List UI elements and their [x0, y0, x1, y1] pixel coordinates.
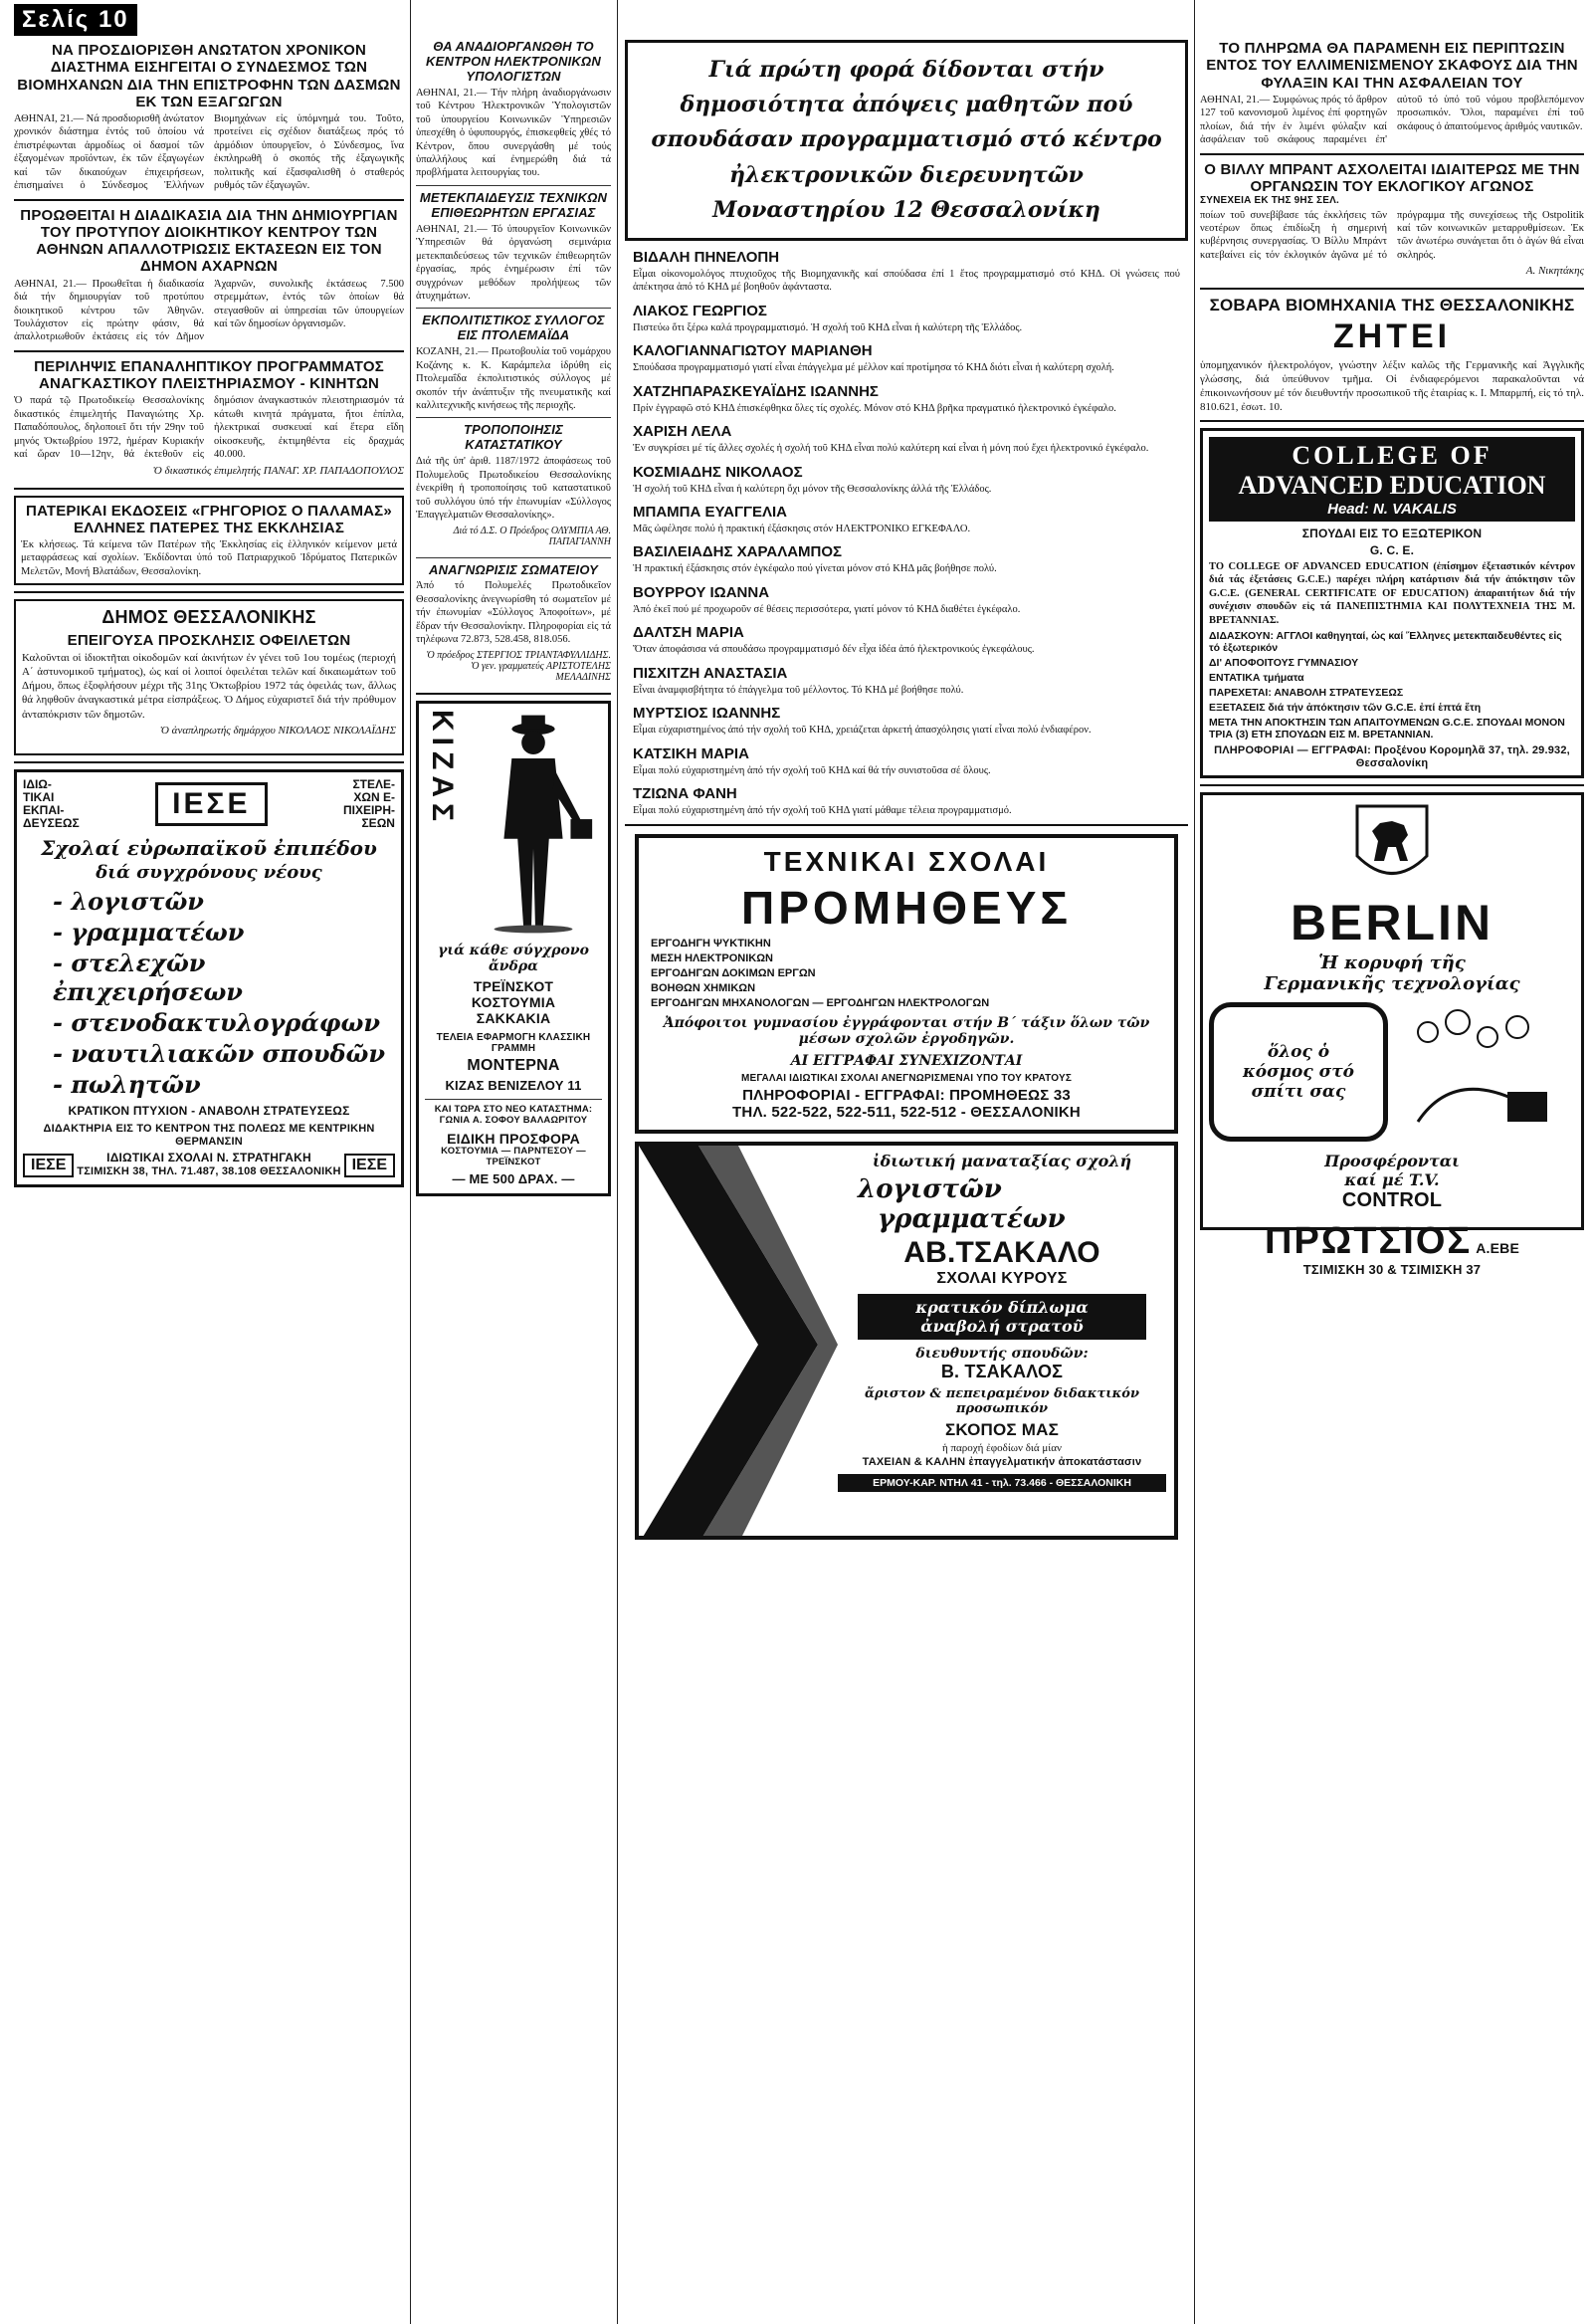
ad-kizas — [416, 701, 611, 1196]
article-subhead: ΣΥΝΕΧΕΙΑ ΕΚ ΤΗΣ 9ΗΣ ΣΕΛ. — [1200, 195, 1339, 206]
ad-footer: ΤΗΛ. 522-522, 522-511, 522-512 - ΘΕΣΣΑΛΟΝΙΚΗ — [732, 1104, 1081, 1122]
ad-badge: ἀναβολή στρατοῦ — [920, 1317, 1084, 1337]
article-body: ΚΟΖΑΝΗ, 21.— Πρωτοβουλία τοῦ νομάρχου Κοζάνης κ. Κ. Καράμπελα ἱδρύθη εἰς Πτολεμαΐδα ἐκπολιτιστικός σύλλογος μέ σκοπόν τήν ἀνάπτυξιν τῆς πνευματικῆς καί καλλιτεχνικῆς κινήσεως τῆς περιοχῆς. — [416, 346, 611, 411]
student-quote: Ἡ πρακτική ἐξάσκησις στόν ἐγκέφαλο πού γίνεται μόνον στό ΚΗΔ μᾶς βοήθησε πολύ. — [633, 563, 997, 575]
article-pateres — [14, 496, 404, 586]
dealer-name: ΠΡΩΤΣΙΟΣ — [1265, 1219, 1473, 1262]
testimonial — [633, 464, 1180, 496]
article-metekpaideusis — [416, 191, 611, 304]
berlin-bear-emblem-icon — [1352, 801, 1432, 891]
article-tropopoiisis — [416, 423, 611, 546]
student-name: ΒΙΔΑΛΗ ΠΗΝΕΛΟΠΗ — [633, 248, 780, 266]
article-biomichanoi — [14, 42, 404, 193]
testimonial — [633, 504, 1180, 535]
student-name: ΧΑΡΙΣΗ ΛΕΛΑ — [633, 423, 732, 441]
article-body: Ἀπό τό Πολυμελές Πρωτοδικεῖον Θεσσαλονίκης ἀνεγνωρίσθη τό σωματεῖον μέ τήν ἐπωνυμίαν «Σύλλογος Ἀποφοίτων», μέ ἕδραν τήν Θεσσαλονίκην. Πληροφορίαι εἰς τά τηλέφωνα 72.873, 528.458, 818.056. — [416, 580, 611, 646]
article-body: Ὁ παρά τῷ Πρωτοδικείῳ Θεσσαλονίκης δικαστικός ἐπιμελητής Παναγιώτης Χρ. Παπαδόπουλος, δηλοποιεῖ ὅτι τήν 29ην τοῦ μηνός Ὀκτωβρίου 1972, ἡμέραν Κυριακήν καί ὥραν 10—12ην, θά ἐκτεθοῦν εἰς δημόσιον ἀναγκαστικόν πλειστηριασμόν τά κάτωθι κινητά πράγματα, ἤτοι ἐπίπλα, ἠλεκτρικαί συσκευαί καί ἕτερα εἴδη οἰκοσκευῆς, ἐκτιμηθέντα εἰς δραχμάς 40.000. — [14, 395, 404, 461]
ad-director-name: Β. ΤΣΑΚΑΛΟΣ — [940, 1362, 1064, 1382]
ad-course: ΜΕΣΗ ΗΛΕΚΤΡΟΝΙΚΩΝ — [651, 951, 773, 964]
ad-school-name: ΑΒ.ΤΣΑΚΑΛΟ — [903, 1235, 1100, 1269]
ad-text: ΙΔΙΩ- — [23, 776, 52, 791]
student-name: ΚΟΣΜΙΑΔΗΣ ΝΙΚΟΛΑΟΣ — [633, 463, 803, 481]
ad-section: G. C. E. — [1369, 543, 1415, 557]
ad-college — [1200, 428, 1584, 778]
ad-school-name: ΠΡΟΜΗΘΕΥΣ — [741, 881, 1072, 934]
student-quote: Εἶμαι εὐχαριστημένος ἀπό τήν σχολή τοῦ ΚΗΔ, χρειάζεται ἀρκετή ἀπασχόλησις γιατί εἶναι πολύ ἐνδιαφέρον. — [633, 725, 1092, 737]
ad-text: ΠΙΧΕΙΡΗ- — [342, 803, 395, 818]
notice-body: Καλοῦνται οἱ ἰδιοκτῆται οἰκοδομῶν καί ἀκινήτων ἐν γένει τοῦ 1ου τομέως (περιοχή Α΄ ἀστυνομικοῦ τμήματος), ὡς καί οἱ λοιποί ὀφειλέται τελῶν καί δικαιωμάτων τοῦ Δήμου, ὅπως ἐξοφλήσουν μέχρι τῆς 31ης Ὀκτωβρίου 1972 τάς ὀφειλάς των, ἄλλως θά ληφθοῦν ἀναγκαστικά μέτρα εἰσπράξεως. Ὁ Δήμος εὐχαριστεῖ διά τήν πρόθυμον ἀνταπόκρισιν τῶν δημοτῶν. — [22, 652, 396, 721]
article-body: Ἐκ κλήσεως. Τά κείμενα τῶν Πατέρων τῆς Ἐκκλησίας εἰς ἑλληνικόν κείμενον μετά μεταφράσεως καί σχολίων. Ἐκδίδονται ὑπό τοῦ Πατριαρχικοῦ Ἱδρύματος Πατερικῶν Μελετῶν, Μονή Βλατάδων, Θεσσαλονίκη. — [21, 539, 397, 577]
student-name: ΔΑΛΤΣΗ ΜΑΡΙΑ — [633, 624, 744, 642]
testimonial — [633, 249, 1180, 295]
student-name: ΠΙΣΧΙΤΖΗ ΑΝΑΣΤΑΣΙΑ — [633, 664, 788, 682]
ad-text: ΧΩΝ Ε- — [353, 789, 395, 804]
ad-footer: ΠΛΗΡΟΦΟΡΙΑΙ - ΕΓΓΡΑΦΑΙ: ΠΡΟΜΗΘΕΩΣ 33 — [742, 1087, 1071, 1105]
student-name: ΚΑΤΣΙΚΗ ΜΑΡΙΑ — [633, 744, 749, 762]
student-quote: Εἶμαι πολύ εὐχαριστημένη ἀπό τήν σχολή τοῦ ΚΗΔ γιατί μάθαμε τέλεια προγραμματισμό. — [633, 805, 1012, 817]
ad-top-line: ἰδιωτική μαναταξίας σχολή — [872, 1151, 1132, 1170]
ad-industry-wanted — [1200, 296, 1584, 414]
testimonial — [633, 423, 1180, 455]
testimonial — [633, 383, 1180, 415]
student-name: ΤΖΙΩΝΑ ΦΑΝΗ — [633, 785, 737, 803]
ad-course: ΕΡΓΟΔΗΓΗ ΨΥΚΤΙΚΗΝ — [651, 937, 771, 950]
student-quote: Εἶμαι οἰκονομολόγος πτυχιοῦχος τῆς Βιομηχανικῆς καί σπούδασα ἐπί 1 ἔτος προγραμματισμό στό ΚΗΔ. Οἱ γνώσεις πού ἀπέκτησα ἀπό τό ΚΗΔ μέ βοηθοῦν ἀφάνταστα. — [633, 268, 1180, 294]
student-quote: Πρίν ἐγγραφῶ στό ΚΗΔ ἐπισκέφθηκα ὅλες τίς σχολές. Μόνον στό ΚΗΔ βρῆκα πραγματικό ἠλεκτρονικό ἐγκέφαλο. — [633, 402, 1116, 414]
student-name: ΒΟΥΡΡΟΥ ΙΩΑΝΝΑ — [633, 583, 770, 601]
student-quote: Ἀπό ἐκεῖ πού μέ προχωροῦν σέ θέσεις περισσότερα, γιατί μόνον τό ΚΗΔ διαθέτει ἐγκέφαλο. — [633, 603, 1021, 615]
student-name: ΚΑΛΟΓΙΑΝΝΑΓΙΩΤΟΥ ΜΑΡΙΑΝΘΗ — [633, 342, 873, 360]
iese-logo-small: ΙΕΣΕ — [23, 1154, 74, 1177]
ad-text: ΕΚΠΑΙ- — [23, 803, 65, 818]
ad-course-item: - στελεχῶν ἐπιχειρήσεων — [53, 949, 243, 1007]
student-quote: Ἐν συγκρίσει μέ τίς ἄλλες σχολές ἡ σχολή τοῦ ΚΗΔ εἶναι πολύ καλύτερη καί εἶναι ἡ μόνη πού ἔχει ἠλεκτρονικό ἐγκέφαλο. — [633, 443, 1149, 455]
article-body: ΑΘΗΝΑΙ, 21.— Συμφώνως πρός τό ἄρθρον 127 τοῦ κανονισμοῦ λιμένος ἐπί φορτηγῶν πλοίων, διά τήν ἐν λιμένι φύλαξιν καί ἀσφάλειαν τοῦ σκάφους παραμένει ἐπ' αὐτοῦ τό ὑπό τοῦ νόμου προβλεπόμενον προσωπικόν. Ὅλοι, παραμένει ἐπί τοῦ σκάφους ὁ ἀπαιτούμενος ἀριθμός ναυτικῶν. — [1200, 94, 1584, 146]
ad-address: ΕΡΜΟΥ-ΚΑΡ. ΝΤΗΛ 41 - τηλ. 73.466 - ΘΕΣΣΑΛΟΝΙΚΗ — [838, 1474, 1166, 1492]
ad-tsakalos — [635, 1142, 1178, 1540]
ad-footer: ΔΙΔΑΚΤΗΡΙΑ ΕΙΣ ΤΟ ΚΕΝΤΡΟΝ ΤΗΣ ΠΟΛΕΩΣ ΜΕ ΚΕΝΤΡΙΚΗΝ ΘΕΡΜΑΝΣΙΝ — [43, 1123, 375, 1148]
article-signature: Ὁ δικαστικός ἐπιμελητής ΠΑΝΑΓ. ΧΡ. ΠΑΠΑΔΟΠΟΥΛΟΣ — [152, 464, 404, 477]
article-title: ΕΚΠΟΛΙΤΙΣΤΙΚΟΣ ΣΥΛΛΟΓΟΣ ΕΙΣ ΠΤΟΛΕΜΑΪΔΑ — [422, 313, 605, 343]
ad-iese — [14, 769, 404, 1187]
notice-signature: Ὁ ἀναπληρωτής δημάρχου ΝΙΚΟΛΑΟΣ ΝΙΚΟΛΑΪΔΗΣ — [159, 724, 396, 737]
student-quote: Εἶμαι πολύ εὐχαριστημένη ἀπό τήν σχολή τοῦ ΚΗΔ καί θά τήν συνιστοῦσα σέ ὅλους. — [633, 764, 991, 776]
dealer-suffix: Α.ΕΒΕ — [1476, 1239, 1519, 1256]
ad-footer: ΙΔΙΩΤΙΚΑΙ ΣΧΟΛΑΙ Ν. ΣΤΡΑΤΗΓΑΚΗ — [106, 1151, 311, 1165]
column-4 — [1200, 40, 1584, 2324]
article-signature: Διά τό Δ.Σ. Ο Πρόεδρος ΟΛΥΜΠΙΑ ΑΘ. ΠΑΠΑΓΙΑΝΝΗ — [453, 525, 611, 547]
column-rule — [617, 0, 618, 2324]
ad-product: ΣΑΚΚΑΚΙΑ — [476, 1009, 551, 1026]
ad-bullet: ΕΞΕΤΑΣΕΙΣ διά τήν ἀπόκτησιν τῶν G.C.E. ἐπί ἑπτά ἔτη — [1209, 701, 1482, 714]
notice-title: ΔΗΜΟΣ ΘΕΣΣΑΛΟΝΙΚΗΣ — [101, 607, 316, 628]
dealer-address: ΤΣΙΜΙΣΚΗ 30 & ΤΣΙΜΙΣΚΗ 37 — [1302, 1262, 1482, 1278]
testimonial — [633, 745, 1180, 777]
ad-director-label: διευθυντής σπουδῶν: — [915, 1346, 1089, 1363]
student-quote: Σπούδασα προγραμματισμό γιατί εἶναι ἐπάγγελμα μέ μέλλον καί προτίμησα τό ΚΗΔ διότι εἶναι ἡ καλύτερη σχολή. — [633, 362, 1114, 374]
article-dioikitiko-kentro — [14, 207, 404, 344]
testimonial — [633, 342, 1180, 374]
article-body: ΑΘΗΝΑΙ, 21.— Νά προσδιορισθῆ ἀνώτατον χρονικόν διάστημα ἐντός τοῦ ὁποίου νά ἐπιστρέφωνται ἀρμοδίως οἱ δασμοί τῶν ἐξαγομένων προϊόντων, ἐκ τῶν ἐξαγωγέων καί τῶν δικαιούχων ἐπιχειρήσεων, ἐπισημαίνει ὁ Σύνδεσμος Ἑλλήνων Βιομηχάνων εἰς ὑπόμνημά του. Τοῦτο, προτείνει εἰς σχέδιον διατάξεως πρός τό ἁρμόδιον ὑπουργεῖον, ὁ Σύνδεσμος, ἵνα ἐκπληρωθῆ ὁ σκοπός τῆς ἐξαγωγικῆς πολιτικῆς καί ἐξασφαλισθῆ ὁ σταθερός ρυθμός τῶν ἐξαγωγῶν. — [14, 113, 404, 192]
iese-logo-small: ΙΕΣΕ — [344, 1154, 395, 1177]
article-title: ΤΟ ΠΛΗΡΩΜΑ ΘΑ ΠΑΡΑΜΕΝΗ ΕΙΣ ΠΕΡΙΠΤΩΣΙΝ ΕΝΤΟΣ ΤΟΥ ΕΛΛΙΜΕΝΙΣΜΕΝΟΥ ΣΚΑΦΟΥΣ ΔΙΑ ΤΗΝ ΦΥΛΑΞΙΝ ΚΑΙ ΤΗΝ ΑΣΦΑΛΕΙΑΝ ΤΟΥ — [1206, 40, 1578, 92]
ad-bullet: ΜΕΤΑ ΤΗΝ ΑΠΟΚΤΗΣΙΝ ΤΩΝ ΑΠΑΙΤΟΥΜΕΝΩΝ G.C.E. ΣΠΟΥΔΑΙ ΜΟΝΟΝ ΤΡΙΑ (3) ΕΤΗ ΣΠΟΥΔΩΝ ΕΙΣ Μ. ΒΡΕΤΑΝΝΙΑΝ. — [1209, 716, 1565, 740]
article-title: ΠΡΟΩΘΕΙΤΑΙ Η ΔΙΑΔΙΚΑΣΙΑ ΔΙΑ ΤΗΝ ΔΗΜΙΟΥΡΓΙΑΝ ΤΟΥ ΠΡΟΤΥΠΟΥ ΔΙΟΙΚΗΤΙΚΟΥ ΚΕΝΤΡΟΥ ΤΩΝ ΑΘΗΝΩΝ ΑΠΑΛΛΟΤΡΙΩΣΙΣ ΕΚΤΑΣΕΩΝ ΕΙΣ ΤΟΝ ΔΗΜΟΝ ΑΧΑΡΝΩΝ — [20, 206, 398, 276]
article-body: ποίων τοῦ συνεβίβασε τάς ἐκκλήσεις τῶν νεοτέρων ὅπως ἐπιδίωξη ἡ σημερινή κυβέρνησις συνεργασίας. Ὁ Βίλλυ Μπράντ κατεβαίνει εἰς τόν ἐκλογικόν ἀγῶνα μέ τό πρόγραμμα τῆς συνεχίσεως τῆς Ostpolitik καί τῶν κοινωνικῶν μεταρρυθμίσεων. Ἐκ τῶν ἀνωτέρω συνάγεται ὅτι ὁ ἀγών θά εἶναι σκληρός. — [1200, 209, 1584, 261]
ad-open: ΑΙ ΕΓΓΡΑΦΑΙ ΣΥΝΕΧΙΖΟΝΤΑΙ — [790, 1052, 1023, 1069]
ad-course: ΕΡΓΟΔΗΓΩΝ ΜΗΧΑΝΟΛΟΓΩΝ — ΕΡΓΟΔΗΓΩΝ ΗΛΕΚΤΡΟΛΟΓΩΝ — [651, 996, 990, 1009]
article-brandt — [1200, 161, 1584, 278]
ad-body: ΤΟ COLLEGE OF ADVANCED EDUCATION (ἐπίσημον ἐξεταστικόν κέντρον διά τάς ἐξετάσεις G.C.E.) παρέχει πλήρη κατάρτισιν διά τήν ἀπόκτησιν τῶν G.C.E. (GENERAL CERTIFICATE OF EDUCATION) ἀπαραιτήτων διά τήν συνέχισιν σπουδῶν εἰς τά ΠΑΝΕΠΙΣΤΗΜΙΑ ΚΑΙ ΠΟΛΥΤΕΧΝΕΙΑ ΤΗΣ Μ. ΒΡΕΤΑΝΝΙΑΣ. — [1209, 560, 1575, 626]
banner-headline: Γιά πρώτη φορά δίδονται στήν δημοσιότητα ἀπόψεις μαθητῶν πού σπουδάσαν προγραμματισμό στό κέντρο ἠλεκτρονικῶν διερευνητῶν Μοναστηρίου 12 Θεσσαλονίκη — [651, 57, 1162, 223]
student-name: ΜΠΑΜΠΑ ΕΥΑΓΓΕΛΙΑ — [633, 504, 788, 521]
ad-section: ΣΠΟΥΔΑΙ ΕΙΣ ΤΟ ΕΞΩΤΕΡΙΚΟΝ — [1301, 527, 1483, 541]
antenna-flowers-illustration — [1398, 1002, 1557, 1132]
student-quote: Ὅταν ἀποφάσισα νά σπουδάσω προγραμματισμό δέν εἶχα ἰδέα ἀπό ἠλεκτρονικούς ἐγκεφάλους. — [633, 644, 1035, 656]
page-number-masthead: Σελίς 10 — [14, 4, 137, 36]
ad-text: ΔΕΥΣΕΩΣ — [23, 816, 80, 831]
column-rule — [1194, 0, 1195, 2324]
article-anagnorisis — [416, 563, 611, 683]
man-silhouette-illustration — [465, 710, 602, 939]
ad-bullet: ΔΙΔΑΣΚΟΥΝ: ΑΓΓΛΟΙ καθηγηταί, ὡς καί Ἕλληνες μετεκπαιδευθέντες εἰς τό ἐξωτερικόν — [1209, 629, 1562, 654]
article-body: ΑΘΗΝΑΙ, 21.— Τήν πλήρη ἀναδιοργάνωσιν τοῦ Κέντρου Ἠλεκτρονικῶν Ὑπολογιστῶν τοῦ ὑπουργείου Κοινωνικῶν Ὑπηρεσιῶν ὑπεσχέθη ὁ ὑφυπουργός, ἐπισκεφθείς χθές τό Κέντρον, ὅπου συνεργάσθη μέ τούς ὑπαλλήλους καί ἐνημερώθη διά τά προβλήματα λειτουργίας του. — [416, 87, 611, 179]
ad-course-item: - στενοδακτυλογράφων — [53, 1008, 381, 1038]
article-body: ΑΘΗΝΑΙ, 21.— Τό ὑπουργεῖον Κοινωνικῶν Ὑπηρεσιῶν θά ὀργανώση σεμινάρια μετεκπαιδεύσεως τῶν τεχνικῶν ἐπιθεωρητῶν ἐργασίας, πρός ἐνημέρωσιν ἐπί τῶν συγχρόνων μεθόδων προλήψεως τῶν ἀτυχημάτων. — [416, 223, 611, 302]
ad-offer: Προσφέρονται — [1324, 1151, 1460, 1170]
ad-course-item: - ναυτιλιακῶν σπουδῶν — [53, 1039, 386, 1069]
column-3 — [625, 40, 1188, 2324]
ad-prometheus — [635, 834, 1178, 1134]
article-body: ΑΘΗΝΑΙ, 21.— Προωθεῖται ἡ διαδικασία διά τήν δημιουργίαν τοῦ προτύπου διοικητικοῦ κέντρου τῶν Ἀθηνῶν. Τουλάχιστον εἰς πρώτην φάσιν, θά ἀπαλλοτριωθοῦν ἐκτάσεις εἰς τόν Δῆμον Ἀχαρνῶν, συνολικῆς ἐκτάσεως 7.500 στρεμμάτων, ἐντός τῶν ὁποίων θά στεγασθοῦν αἱ ὑπηρεσίαι τῶν ὑπουργείων καί τῶν δημοσίων ὀργανισμῶν. — [14, 278, 404, 343]
ad-bullet: ΕΝΤΑΤΙΚΑ τμήματα — [1209, 671, 1304, 684]
ad-footer: ΠΛΗΡΟΦΟΡΙΑΙ — ΕΓΓΡΑΦΑΙ: Προξένου Κορομηλᾶ 37, τηλ. 29.932, Θεσσαλονίκη — [1214, 743, 1570, 769]
ad-tagline: Γερμανικῆς τεχνολογίας — [1264, 972, 1520, 994]
chevron-graphic — [639, 1146, 838, 1540]
ad-text: ΣΕΩΝ — [361, 816, 395, 831]
student-name: ΜΥΡΤΣΙΟΣ ΙΩΑΝΝΗΣ — [633, 705, 781, 723]
testimonial — [633, 543, 1180, 575]
notice-dimos-thessalonikis — [14, 599, 404, 754]
article-signature: Ὁ πρόεδρος ΣΤΕΡΓΙΟΣ ΤΡΙΑΝΤΑΦΥΛΛΙΔΗΣ. Ὁ γεν. γραμματεύς ΑΡΙΣΤΟΤΕΛΗΣ ΜΕΛΑΔΙΝΗΣ — [426, 649, 611, 683]
article-syllogos — [416, 314, 611, 412]
testimonial — [633, 303, 1180, 334]
ad-offer-items: ΚΟΣΤΟΥΜΙΑ — ΠΑΡΝΤΕΣΟΥ — ΤΡΕΪΝΣΚΟΤ — [441, 1146, 586, 1168]
tv-screen-text: ὅλος ὁ κόσμος στό σπίτι σας — [1243, 1041, 1354, 1102]
ad-offer: ΕΙΔΙΚΗ ΠΡΟΣΦΟΡΑ — [447, 1131, 580, 1148]
student-quote: Εἶναι ἀναμφισβήτητα τό ἐπάγγελμα τοῦ μέλλοντος. Τό ΚΗΔ μέ βοήθησε πολύ. — [633, 684, 964, 696]
ad-goal-text: ἡ παροχή ἐφοδίων διά μίαν — [941, 1441, 1063, 1454]
article-title: ΤΡΟΠΟΠΟΙΗΣΙΣ ΚΑΤΑΣΤΑΤΙΚΟΥ — [464, 422, 563, 453]
ad-offer: CONTROL — [1341, 1188, 1443, 1211]
article-plirwma — [1200, 40, 1584, 147]
ad-title: ΣΟΒΑΡΑ ΒΙΟΜΗΧΑΝΙΑ ΤΗΣ ΘΕΣΣΑΛΟΝΙΚΗΣ — [1209, 296, 1575, 316]
article-title: Ο ΒΙΛΛΥ ΜΠΡΑΝΤ ΑΣΧΟΛΕΙΤΑΙ ΙΔΙΑΙΤΕΡΩΣ ΜΕ ΤΗΝ ΟΡΓΑΝΩΣΙΝ ΤΟΥ ΕΚΛΟΓΙΚΟΥ ΑΓΩΝΟΣ — [1204, 160, 1580, 195]
ad-text: ΜΟΝΤΕΡΝΑ — [467, 1056, 560, 1074]
ad-body: ὑπομηχανικόν ἠλεκτρολόγον, γνώστην λέξιν καλῶς τῆς Γερμανικῆς καί Ἀγγλικῆς γλώσσης, διά ὑπεύθυνον τμῆμα. Οἱ ἐνδιαφερόμενοι παρακαλοῦνται νά ἐπικοινωνήσουν μέ τόν διευθυντήν προσωπικοῦ τῆς ἑταιρίας κ. Ι. Μπαρμπή, εἰς τό τηλ. 810.621, ἐσωτ. 10. — [1200, 358, 1584, 414]
college-title: COLLEGE OF — [1292, 441, 1492, 471]
ad-product: ΤΡΕΪΝΣΚΟΤ — [473, 977, 554, 994]
ad-product: ΚΟΣΤΟΥΜΙΑ — [471, 993, 556, 1010]
article-body: Διά τῆς ὑπ' ἀριθ. 1187/1972 ἀποφάσεως τοῦ Πολυμελοῦς Πρωτοδικείου Θεσσαλονίκης ἐνεκρίθη ἡ τροποποίησις τοῦ καταστατικοῦ τοῦ συλλόγου ὑπό τήν ἐπωνυμίαν «Σύλλογος Ἐπαγγελματιῶν Θεσσαλονίκης». — [416, 456, 611, 522]
testimonial — [633, 785, 1180, 817]
column-1 — [14, 4, 404, 2324]
ad-footer: ΜΕΓΑΛΑΙ ΙΔΙΩΤΙΚΑΙ ΣΧΟΛΑΙ ΑΝΕΓΝΩΡΙΣΜΕΝΑΙ ΥΠΟ ΤΟΥ ΚΡΑΤΟΥΣ — [740, 1072, 1073, 1084]
ad-berlin — [1200, 792, 1584, 1278]
ad-slogan: γιά κάθε σύγχρονο ἄνδρα — [438, 942, 589, 974]
ad-footer: ΤΣΙΜΙΣΚΗ 38, ΤΗΛ. 71.487, 38.108 ΘΕΣΣΑΛΟΝΙΚΗ — [77, 1165, 341, 1178]
ad-course: ΒΟΗΘΩΝ ΧΗΜΙΚΩΝ — [651, 981, 756, 994]
article-title: ΠΕΡΙΛΗΨΙΣ ΕΠΑΝΑΛΗΠΤΙΚΟΥ ΠΡΟΓΡΑΜΜΑΤΟΣ ΑΝΑΓΚΑΣΤΙΚΟΥ ΠΛΕΙΣΤΗΡΙΑΣΜΟΥ - ΚΙΝΗΤΩΝ — [34, 357, 384, 393]
ad-top-line: ΤΕΧΝΙΚΑΙ ΣΧΟΛΑΙ — [763, 845, 1050, 877]
student-quote: Ἡ σχολή τοῦ ΚΗΔ εἶναι ἡ καλύτερη ὄχι μόνον τῆς Θεσσαλονίκης ἀλλά τῆς Ἑλλάδος. — [633, 483, 992, 495]
student-name: ΒΑΣΙΛΕΙΑΔΗΣ ΧΑΡΑΛΑΜΠΟΣ — [633, 543, 843, 561]
ad-goal: ΣΚΟΠΟΣ ΜΑΣ — [945, 1420, 1059, 1440]
testimonial — [633, 584, 1180, 616]
ad-address: ΚΙΖΑΣ ΒΕΝΙΖΕΛΟΥ 11 — [445, 1078, 582, 1094]
ad-text: ΚΑΙ ΤΩΡΑ ΣΤΟ ΝΕΟ ΚΑΤΑΣΤΗΜΑ: ΓΩΝΙΑ Α. ΣΟΦΟΥ ΒΑΛΑΩΡΙΤΟΥ — [434, 1104, 593, 1127]
student-name: ΛΙΑΚΟΣ ΓΕΩΡΓΙΟΣ — [633, 302, 767, 319]
ad-badge: κρατικόν δίπλωμα — [915, 1298, 1089, 1318]
article-signature: Α. Νικητάκης — [1525, 265, 1584, 278]
ad-staff: ἄριστον & πεπειραμένον διδακτικόν προσωπικόν — [864, 1386, 1140, 1417]
ad-text: ΤΕΛΕΙΑ ΕΦΑΡΜΟΓΗ ΚΛΑΣΣΙΚΗ ΓΡΑΜΜΗ — [436, 1031, 591, 1055]
article-title: ΑΝΑΓΝΩΡΙΣΙΣ ΣΩΜΑΤΕΙΟΥ — [428, 561, 599, 577]
ad-offer: καί μέ T.V. — [1344, 1169, 1440, 1189]
ad-headline: διά συγχρόνους νέους — [96, 862, 322, 884]
ad-text: ΣΤΕΛΕ- — [352, 776, 395, 791]
article-title: ΜΕΤΕΚΠΑΙΔΕΥΣΙΣ ΤΕΧΝΙΚΩΝ ΕΠΙΘΕΩΡΗΤΩΝ ΕΡΓΑΣΙΑΣ — [419, 189, 608, 220]
ad-course: λογιστῶν — [858, 1173, 1002, 1204]
column-rule — [410, 0, 411, 2324]
ad-wanted: ΖΗΤΕΙ — [1332, 317, 1452, 355]
article-title: ΘΑ ΑΝΑΔΙΟΡΓΑΝΩΘΗ ΤΟ ΚΕΝΤΡΟΝ ΗΛΕΚΤΡΟΝΙΚΩΝ ΥΠΟΛΟΓΙΣΤΩΝ — [426, 40, 601, 84]
ad-course-item: - πωλητῶν — [53, 1070, 201, 1100]
ad-bullet: ΠΑΡΕΧΕΤΑΙ: ΑΝΑΒΟΛΗ ΣΤΡΑΤΕΥΣΕΩΣ — [1209, 686, 1404, 699]
ad-tagline: Ἡ κορυφή τῆς — [1318, 951, 1466, 973]
ad-text: ΤΙΚΑΙ — [23, 789, 55, 804]
student-name: ΧΑΤΖΗΠΑΡΑΣΚΕΥΑΪΔΗΣ ΙΩΑΝΝΗΣ — [633, 382, 879, 400]
ad-bullet: ΔΙ' ΑΠΟΦΟΙΤΟΥΣ ΓΥΜΝΑΣΙΟΥ — [1209, 656, 1359, 669]
tv-set-illustration — [1209, 1002, 1388, 1142]
ad-course-item: - γραμματέων — [53, 918, 245, 948]
ad-note: Ἀπόφοιτοι γυμνασίου ἐγγράφονται στήν Β΄ τάξιν ὅλων τῶν μέσων σχολῶν ἐργοδηγῶν. — [663, 1014, 1150, 1047]
kizas-vertical-brand: ΚΙΖΑΣ — [426, 709, 459, 827]
notice-subtitle: ΕΠΕΙΓΟΥΣΑ ΠΡΟΣΚΛΗΣΙΣ ΟΦΕΙΛΕΤΩΝ — [67, 632, 351, 649]
ad-footer: ΚΡΑΤΙΚΟΝ ΠΤΥΧΙΟΝ - ΑΝΑΒΟΛΗ ΣΤΡΑΤΕΥΣΕΩΣ — [68, 1104, 350, 1119]
banner-computer-center — [625, 40, 1188, 241]
ad-headline: Σχολαί εὐρωπαϊκοῦ ἐπιπέδου — [41, 836, 377, 861]
ad-goal-text: ΤΑΧΕΙΑΝ & ΚΑΛΗΝ ἐπαγγελματικήν ἀποκατάστασιν — [862, 1455, 1142, 1468]
article-kentro-ypologiston — [416, 40, 611, 180]
testimonial — [633, 665, 1180, 697]
article-title: ΝΑ ΠΡΟΣΔΙΟΡΙΣΘΗ ΑΝΩΤΑΤΟΝ ΧΡΟΝΙΚΟΝ ΔΙΑΣΤΗΜΑ ΕΙΣΗΓΕΙΤΑΙ Ο ΣΥΝΔΕΣΜΟΣ ΤΩΝ ΒΙΟΜΗΧΑΝΩΝ ΔΙΑ ΤΗΝ ΕΠΙΣΤΡΟΦΗΝ ΤΩΝ ΔΑΣΜΩΝ ΕΚ ΤΩΝ ΕΞΑΓΩΓΩΝ — [17, 42, 401, 110]
student-quote: Μᾶς ὠφέλησε πολύ ἡ πρακτική ἐξάσκησις στόν ΗΛΕΚΤΡΟΝΙΚΟ ΕΓΚΕΦΑΛΟ. — [633, 524, 971, 534]
column-2 — [416, 40, 611, 2324]
ad-price: — ΜΕ 500 ΔΡΑΧ. — — [452, 1171, 575, 1187]
ad-course: γραμματέων — [878, 1203, 1066, 1234]
student-quote: Πιστεύω ὅτι ξέρω καλά προγραμματισμό. Ἡ σχολή τοῦ ΚΗΔ εἶναι ἡ καλύτερη τῆς Ἑλλάδος. — [633, 321, 1023, 333]
article-pleistiriasmos — [14, 358, 404, 477]
college-title: ADVANCED EDUCATION — [1238, 471, 1546, 501]
testimonials — [625, 249, 1188, 818]
college-head: Head: N. VAKALIS — [1327, 501, 1457, 519]
article-title: ΠΑΤΕΡΙΚΑΙ ΕΚΔΟΣΕΙΣ «ΓΡΗΓΟΡΙΟΣ Ο ΠΑΛΑΜΑΣ» ΕΛΛΗΝΕΣ ΠΑΤΕΡΕΣ ΤΗΣ ΕΚΚΛΗΣΙΑΣ — [26, 502, 392, 536]
ad-course-item: - λογιστῶν — [53, 887, 204, 917]
testimonial — [633, 624, 1180, 656]
ad-course: ΕΡΓΟΔΗΓΩΝ ΔΟΚΙΜΩΝ ΕΡΓΩΝ — [651, 966, 816, 979]
brand-name: BERLIN — [1290, 895, 1494, 951]
testimonial — [633, 705, 1180, 737]
iese-logo: ΙΕΣΕ — [155, 782, 267, 826]
ad-subtitle: ΣΧΟΛΑΙ ΚΥΡΟΥΣ — [936, 1270, 1068, 1288]
